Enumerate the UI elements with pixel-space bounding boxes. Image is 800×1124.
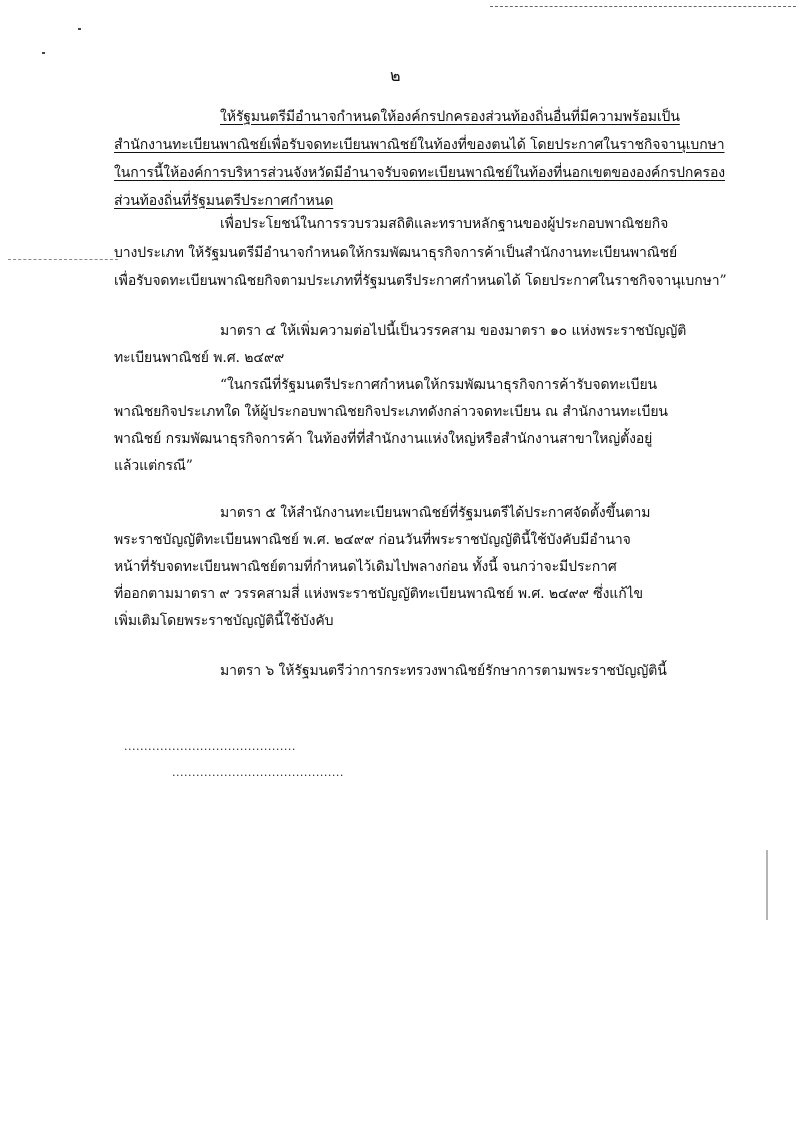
s5-line-2: พระราชบัญญัติทะเบียนพาณิชย์ พ.ศ. ๒๔๙๙ ก่อนวันที่พระราชบัญญัตินี้ใช้บังคับมีอำนาจ xyxy=(114,532,631,548)
s5-line-3: หน้าที่รับจดทะเบียนพาณิชย์ตามที่กำหนดไว้เดิมไปพลางก่อน ทั้งนี้ จนกว่าจะมีประกาศ xyxy=(114,559,617,575)
page-number: ๒ xyxy=(390,66,401,85)
s5-line-5: เพิ่มเติมโดยพระราชบัญญัตินี้ใช้บังคับ xyxy=(114,613,334,629)
p2-line-1: เพื่อประโยชน์ในการรวบรวมสถิติและทราบหลักฐานของผู้ประกอบพาณิชยกิจ xyxy=(220,216,669,232)
p1-line-3: ในการนี้ให้องค์การบริหารส่วนจังหวัดมีอำนาจรับจดทะเบียนพาณิชย์ในท้องที่นอกเขตขององค์กรปกครอง xyxy=(114,165,726,181)
p2-line-2: บางประเภท ให้รัฐมนตรีมีอำนาจกำหนดให้กรมพัฒนาธุรกิจการค้าเป็นสำนักงานทะเบียนพาณิชย์ xyxy=(114,245,678,261)
s4-quote-line-3: พาณิชย์ กรมพัฒนาธุรกิจการค้า ในท้องที่ที่สำนักงานแห่งใหญ่หรือสำนักงานสาขาใหญ่ตั้งอยู่ xyxy=(114,431,653,447)
s5-line-4: ที่ออกตามมาตรา ๙ วรรคสามสี่ แห่งพระราชบัญญัติทะเบียนพาณิชย์ พ.ศ. ๒๔๙๙ ซึ่งแก้ไข xyxy=(114,586,644,602)
p1-line-2: สำนักงานทะเบียนพาณิชย์เพื่อรับจดทะเบียนพาณิชย์ในท้องที่ของตนได้ โดยประกาศในราชกิจจานุเบกษา xyxy=(114,137,725,153)
s6-line-1: มาตรา ๖ ให้รัฐมนตรีว่าการกระทรวงพาณิชย์รักษาการตามพระราชบัญญัตินี้ xyxy=(220,663,667,679)
signature-line-2: ........................................... xyxy=(172,766,344,779)
s4-line-2: ทะเบียนพาณิชย์ พ.ศ. ๒๔๙๙ xyxy=(114,350,285,366)
signature-line-1: ........................................... xyxy=(124,740,296,753)
p1-line-4: ส่วนท้องถิ่นที่รัฐมนตรีประกาศกำหนด xyxy=(114,193,334,209)
s4-line-1: มาตรา ๔ ให้เพิ่มความต่อไปนี้เป็นวรรคสาม ของมาตรา ๑๐ แห่งพระราชบัญญัติ xyxy=(220,323,687,339)
scan-left-dash xyxy=(8,259,118,260)
scan-edge-mark xyxy=(766,850,768,920)
p2-line-3: เพื่อรับจดทะเบียนพาณิชยกิจตามประเภทที่รัฐมนตรีประกาศกำหนดได้ โดยประกาศในราชกิจจานุเบกษา” xyxy=(114,273,727,289)
scan-edge-line xyxy=(490,6,796,7)
scan-speck xyxy=(78,28,81,30)
s4-quote-line-2: พาณิชยกิจประเภทใด ให้ผู้ประกอบพาณิชยกิจประเภทดังกล่าวจดทะเบียน ณ สำนักงานทะเบียน xyxy=(114,404,668,420)
s4-quote-line-4: แล้วแต่กรณี” xyxy=(114,458,193,474)
s4-quote-line-1: “ในกรณีที่รัฐมนตรีประกาศกำหนดให้กรมพัฒนาธุรกิจการค้ารับจดทะเบียน xyxy=(220,377,658,393)
s5-line-1: มาตรา ๕ ให้สำนักงานทะเบียนพาณิชย์ที่รัฐมนตรีได้ประกาศจัดตั้งขึ้นตาม xyxy=(220,505,651,521)
scan-speck xyxy=(42,52,45,54)
p1-line-1: ให้รัฐมนตรีมีอำนาจกำหนดให้องค์กรปกครองส่วนท้องถิ่นอื่นที่มีความพร้อมเป็น xyxy=(220,109,680,125)
